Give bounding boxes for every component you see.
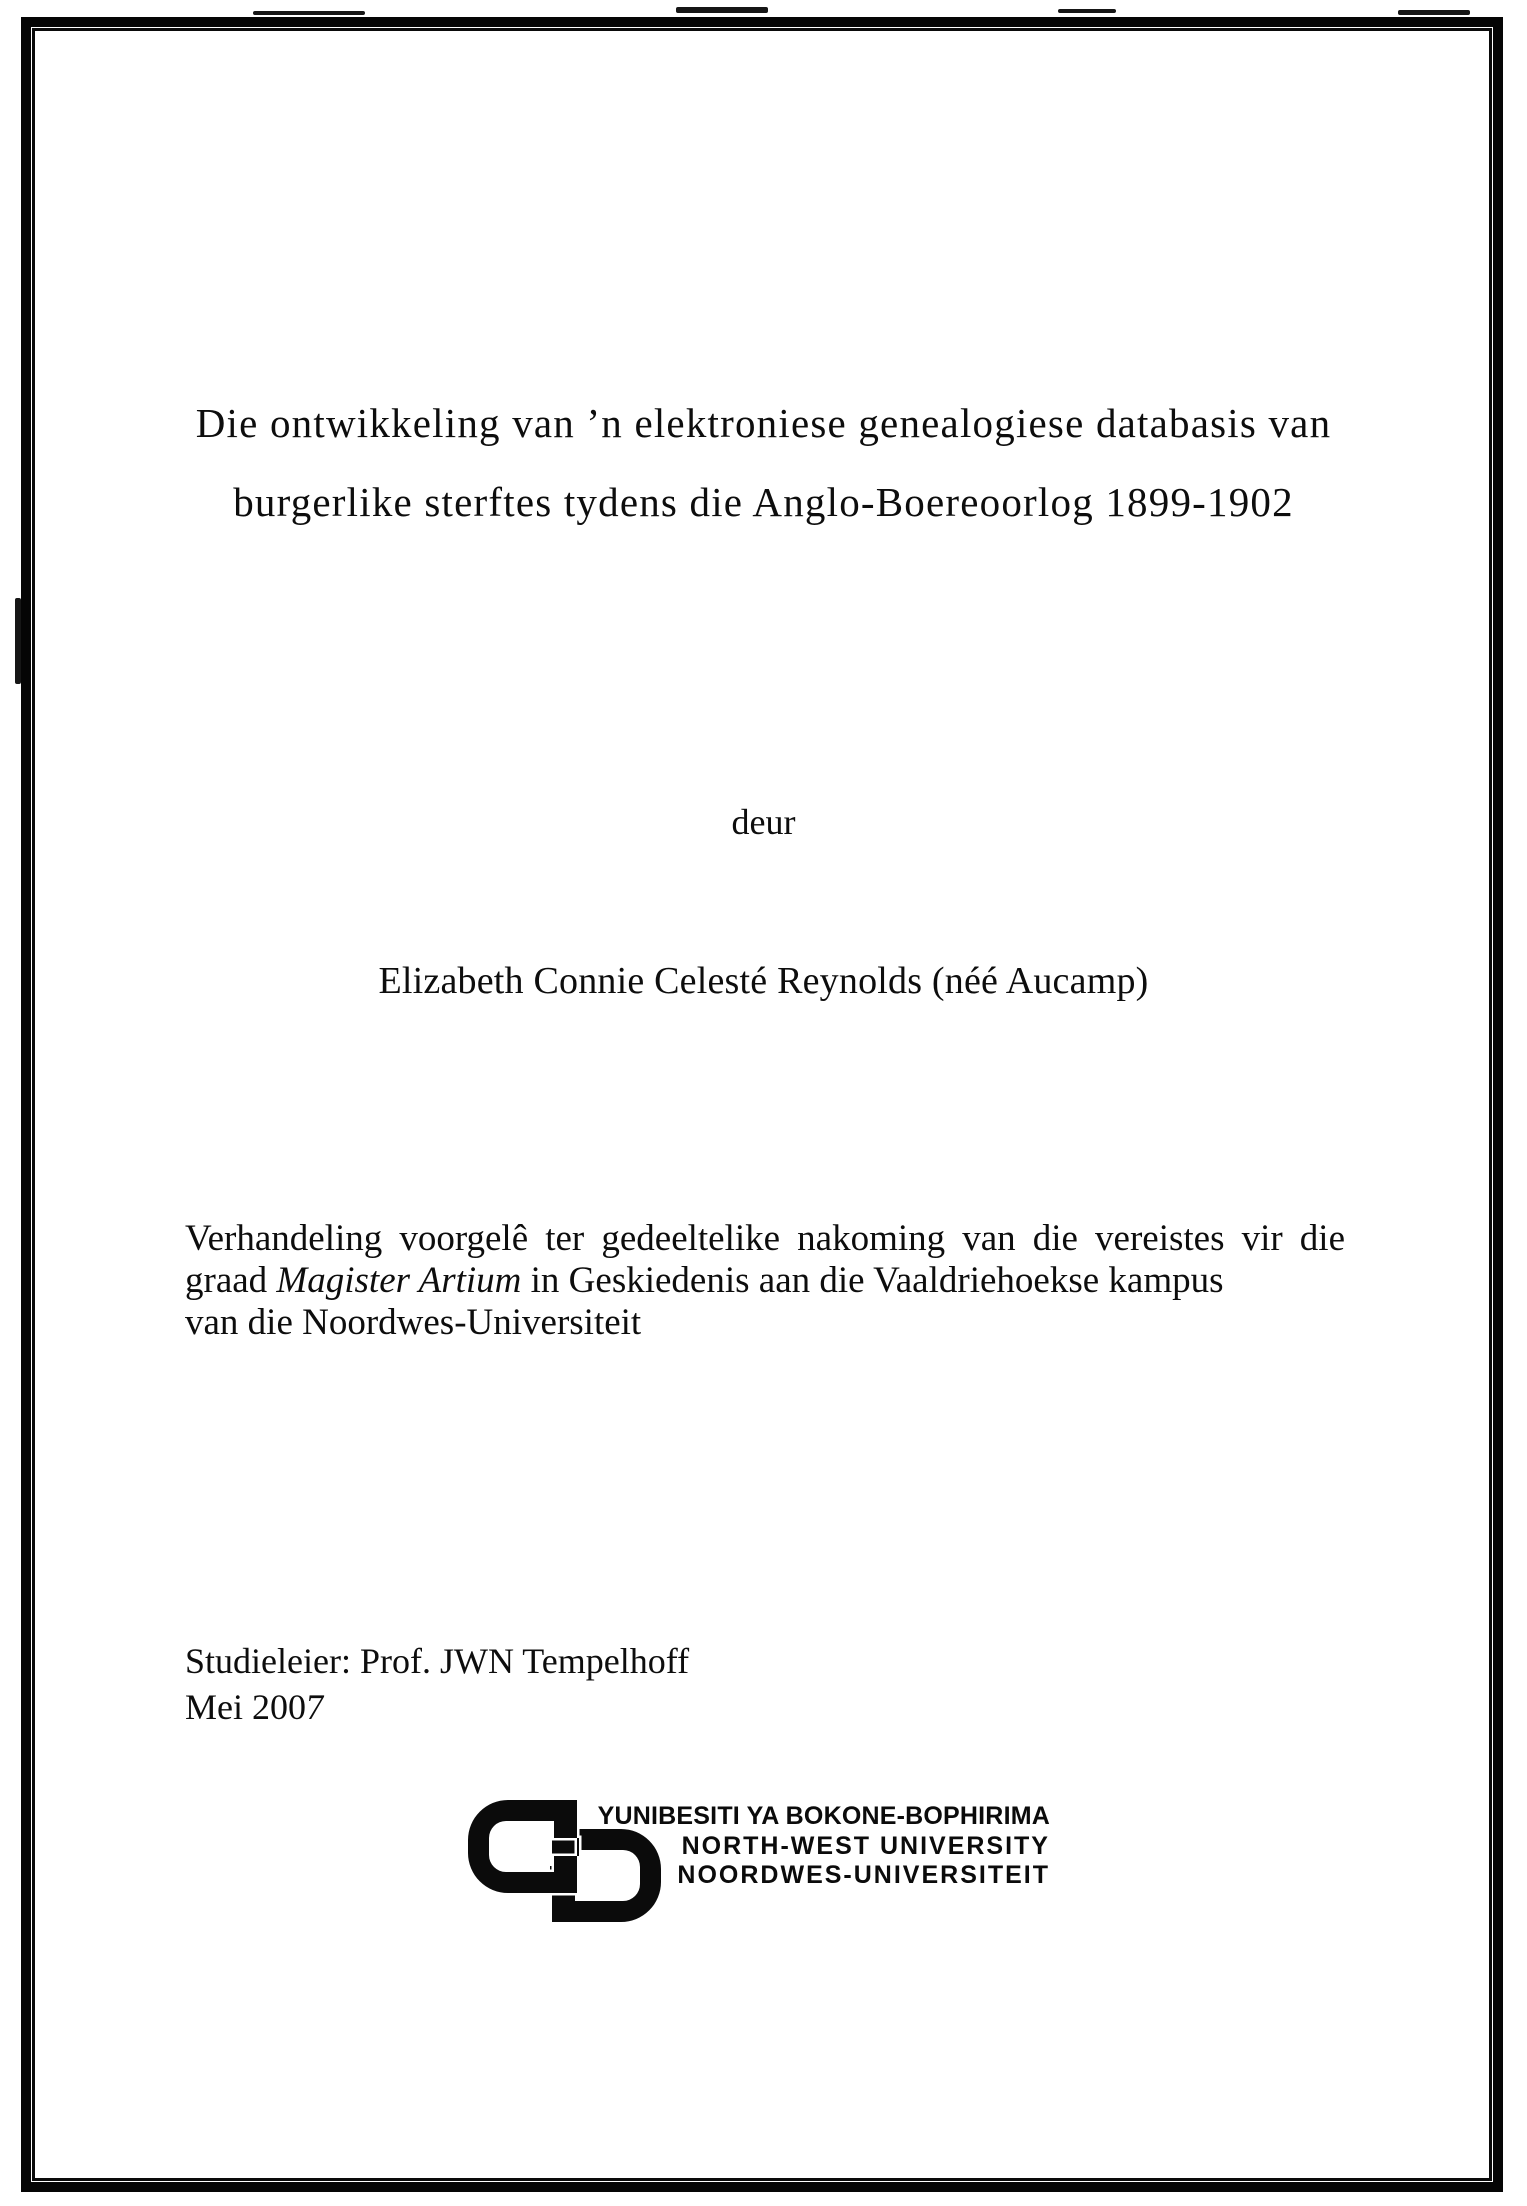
byline-preposition: deur [731,802,796,842]
university-name-block [575,1802,1050,1891]
university-name-afrikaans: NOORDWES-UNIVERSITEIT [677,1861,1050,1889]
date-last-digit: 7 [303,1687,327,1727]
university-logo [468,1800,1068,1930]
degree-line2-pre: graad [185,1260,277,1301]
author-name: Elizabeth Connie Celesté Reynolds (néé Aucamp) [378,960,1149,1002]
degree-line2-post: in Geskiedenis aan die Vaaldriehoekse kampus [521,1260,1224,1301]
thesis-title-line2: burgerlike sterftes tydens die Anglo-Boereoorlog 1899-1902 [233,479,1294,525]
date-prefix: Mei 200 [185,1687,306,1727]
supervisor-line: Studieleier: Prof. JWN Tempelhoff [185,1641,690,1681]
degree-name-italic: Magister Artium [276,1260,522,1301]
university-name-setswana: YUNIBESITI YA BOKONE-BOPHIRIMA [597,1802,1050,1830]
degree-statement-line2 [185,1260,1345,1302]
scan-artifact [253,11,365,15]
thesis-title-line1: Die ontwikkeling van ’n elektroniese genealogiese databasis van [195,400,1332,446]
scan-artifact [1398,10,1470,15]
degree-statement-line1: Verhandeling voorgelê ter gedeeltelike nakoming van die vereistes vir die [185,1218,1345,1259]
thesis-title [0,384,1527,542]
degree-statement-line3: van die Noordwes-Universiteit [185,1302,642,1343]
university-name-english: NORTH-WEST UNIVERSITY [681,1831,1050,1860]
date-line [185,1684,689,1730]
scan-artifact [676,7,768,13]
scan-artifact [1058,9,1116,13]
supervisor-block [185,1638,689,1730]
degree-statement [185,1218,1345,1344]
